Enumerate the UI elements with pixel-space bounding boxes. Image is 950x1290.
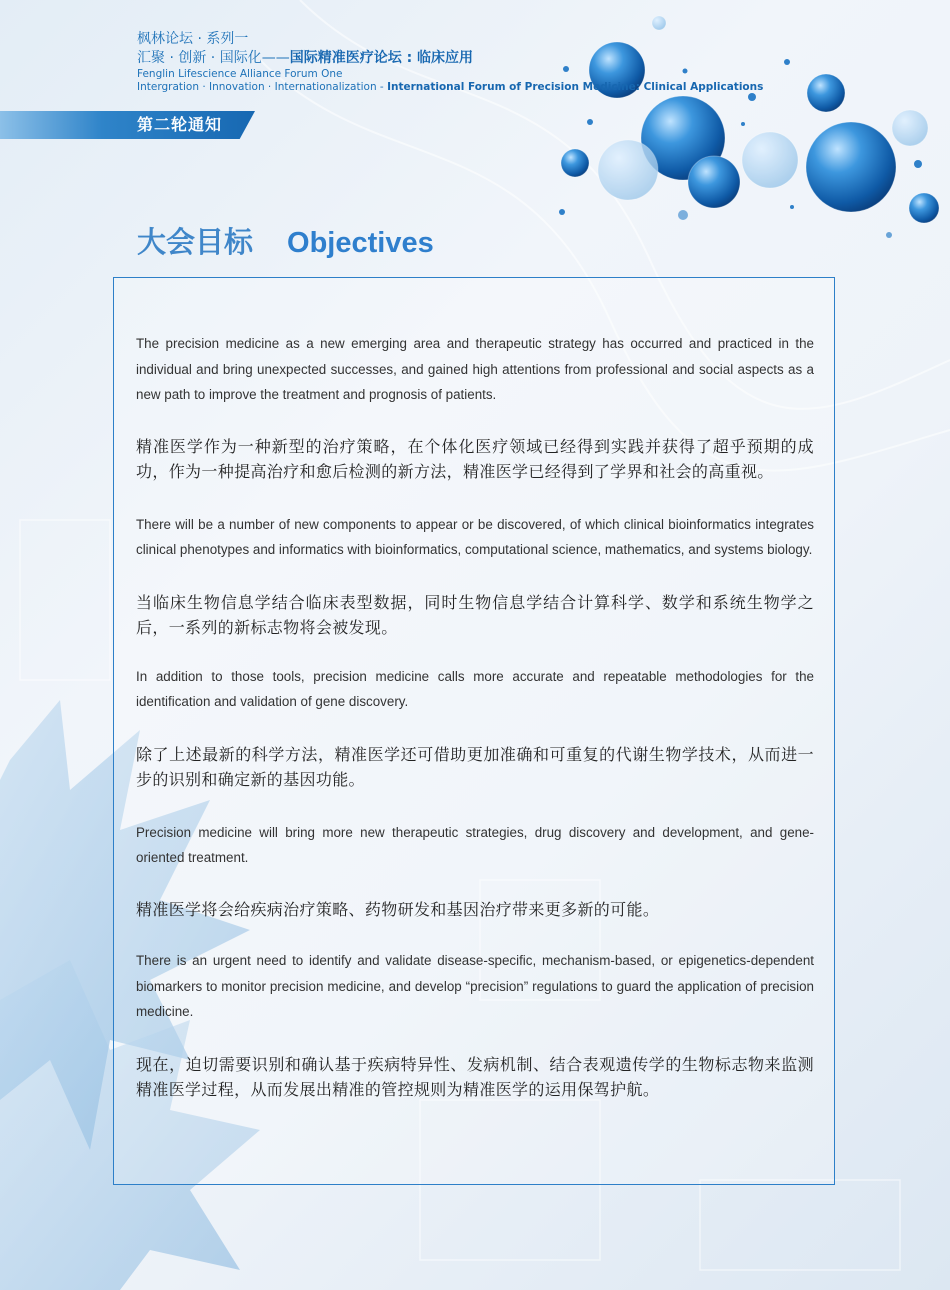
paragraph-2-en: There will be a number of new components to appear or be discovered, of which clinical bioinformatics integrates clinical phenotypes and informatics with bioinformatics, computational science, mathematics, and systems biology. <box>136 516 814 557</box>
page-title <box>137 222 434 263</box>
objectives-content <box>136 331 814 1103</box>
slogan-prefix: 汇聚 · 创新 · 国际化—— <box>137 50 290 66</box>
paragraph-4-en: Precision medicine will bring more new therapeutic strategies, drug discovery and development, and gene-oriented treatment. <box>136 824 814 865</box>
slogan-en-prefix: Intergration · Innovation · Internationalization - <box>137 81 388 93</box>
paragraph-5-cn: 现在，迫切需要识别和确认基于疾病特异性、发病机制、结合表观遗传学的生物标志物来监测精准医学过程，从而发展出精准的管控规则为精准医学的运用保驾护航。 <box>136 1054 814 1099</box>
paragraph-1-cn: 精准医学作为一种新型的治疗策略，在个体化医疗领域已经得到实践并获得了超乎预期的成功，作为一种提高治疗和愈后检测的新方法，精准医学已经得到了学界和社会的高重视。 <box>136 436 814 481</box>
paragraph-3-cn: 除了上述最新的科学方法，精准医学还可借助更加准确和可重复的代谢生物学技术，从而进一步的识别和确定新的基因功能。 <box>136 744 814 789</box>
forum-slogan-line <box>137 49 763 68</box>
forum-series-en: Fenglin Lifescience Alliance Forum One <box>137 68 343 80</box>
paragraph-2-cn: 当临床生物信息学结合临床表型数据，同时生物信息学结合计算科学、数学和系统生物学之后，一系列的新标志物将会被发现。 <box>136 592 814 637</box>
forum-header <box>137 30 763 94</box>
paragraph-1-en: The precision medicine as a new emerging area and therapeutic strategy has occurred and practiced in the individual and bring unexpected successes, and gained high attentions from professional and social aspects as a new path to improve the treatment and prognosis of patients. <box>136 336 814 402</box>
forum-name-cn: 国际精准医疗论坛 : 临床应用 <box>289 50 474 66</box>
paragraph-3-en: In addition to those tools, precision medicine calls more accurate and repeatable methodologies for the identification and validation of gene discovery. <box>136 668 814 709</box>
page-title-cn: 大会目标 <box>137 225 254 259</box>
paragraph-4-cn: 精准医学将会给疾病治疗策略、药物研发和基因治疗带来更多新的可能。 <box>136 899 660 919</box>
page-title-en: Objectives <box>287 227 434 259</box>
series-line: 枫林论坛 · 系列一 <box>137 31 249 47</box>
paragraph-5-en: There is an urgent need to identify and validate disease-specific, mechanism-based, or epigenetics-dependent biomarkers to monitor precision medicine, and develop “precision” regulations to guard the application of precision medicine. <box>136 953 814 1019</box>
forum-name-en: International Forum of Precision Medicine: Clinical Applications <box>387 81 764 93</box>
forum-slogan-en <box>137 81 763 94</box>
notice-label: 第二轮通知 <box>137 115 223 134</box>
